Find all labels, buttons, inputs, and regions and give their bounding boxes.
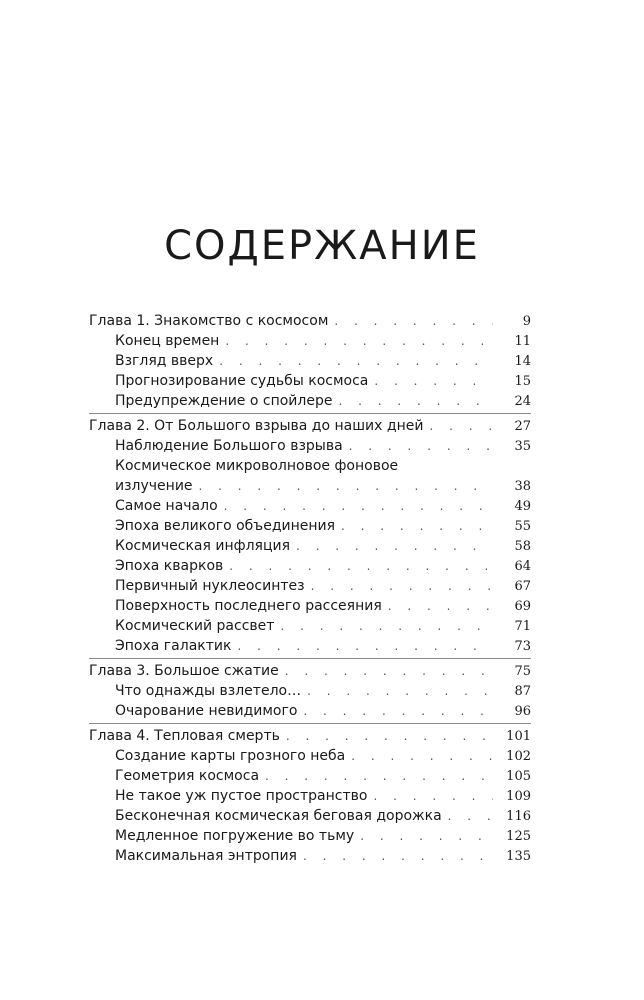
section-entry[interactable] [89, 556, 531, 576]
leader-dots [280, 616, 493, 636]
page-title: СОДЕРЖАНИЕ [164, 223, 480, 269]
page-number: 135 [506, 849, 531, 864]
page-number: 71 [514, 619, 531, 634]
chapter-entry-label: Глава 3. Большое сжатие [89, 663, 279, 679]
section-entry-label: Бесконечная космическая беговая дорожка [115, 808, 442, 824]
page-number: 38 [514, 479, 531, 494]
section-entry-label: Самое начало [115, 498, 218, 514]
section-entry-label: Медленное погружение во тьму [115, 828, 355, 844]
section-entry[interactable] [89, 846, 531, 866]
leader-dots [285, 661, 493, 681]
table-of-contents [89, 311, 531, 868]
section-entry[interactable] [89, 616, 531, 636]
leader-dots [229, 556, 493, 576]
page-number: 125 [506, 829, 531, 844]
section-entry-label: Первичный нуклеосинтез [115, 578, 305, 594]
leader-dots [219, 351, 493, 371]
page-number: 58 [514, 539, 531, 554]
leader-dots [265, 766, 493, 786]
chapter-entry-label: Глава 4. Тепловая смерть [89, 728, 280, 744]
page-number: 102 [506, 749, 531, 764]
page-number: 109 [506, 789, 531, 804]
chapter-entry[interactable] [89, 311, 531, 331]
section-entry-label: излучение [115, 478, 193, 494]
section-entry-label: Эпоха великого объединения [115, 518, 336, 534]
leader-dots [311, 576, 493, 596]
page-number: 35 [514, 439, 531, 454]
section-entry-label: Геометрия космоса [115, 768, 260, 784]
leader-dots [373, 786, 493, 806]
section-entry[interactable] [89, 536, 531, 556]
page-number: 87 [514, 684, 531, 699]
section-entry[interactable] [89, 701, 531, 721]
page-number: 55 [514, 519, 531, 534]
page-number: 75 [514, 664, 531, 679]
chapter-entry-label: Глава 2. От Большого взрыва до наших дней [89, 418, 424, 434]
section-entry[interactable] [89, 576, 531, 596]
section-entry-label: Взгляд вверх [115, 353, 214, 369]
section-entry[interactable] [89, 476, 531, 496]
section-entry[interactable] [89, 516, 531, 536]
page-number: 101 [506, 729, 531, 744]
page-number: 11 [514, 334, 531, 349]
section-entry[interactable] [89, 681, 531, 701]
section-entry[interactable] [89, 826, 531, 846]
page-number: 64 [514, 559, 531, 574]
chapter-block [89, 661, 531, 724]
chapter-entry[interactable] [89, 661, 531, 681]
leader-dots [448, 806, 493, 826]
leader-dots [307, 681, 493, 701]
page-number: 24 [514, 394, 531, 409]
section-entry-line: Космическое микроволновое фоновое [115, 458, 399, 474]
section-entry[interactable] [89, 786, 531, 806]
chapter-entry[interactable] [89, 416, 531, 436]
leader-dots [351, 746, 493, 766]
section-entry-label: Очарование невидимого [115, 703, 298, 719]
page-number: 14 [514, 354, 531, 369]
section-entry[interactable] [89, 351, 531, 371]
chapter-entry-label: Глава 1. Знакомство с космосом [89, 313, 329, 329]
page-number: 96 [514, 704, 531, 719]
page-number: 27 [514, 419, 531, 434]
section-entry[interactable] [89, 496, 531, 516]
section-entry-label: Максимальная энтропия [115, 848, 297, 864]
page-number: 49 [514, 499, 531, 514]
section-entry-label: Эпоха галактик [115, 638, 232, 654]
section-entry-label: Конец времен [115, 333, 220, 349]
section-entry[interactable] [89, 331, 531, 351]
section-entry-label: Прогнозирование судьбы космоса [115, 373, 369, 389]
leader-dots [349, 436, 493, 456]
page-number: 9 [522, 314, 531, 329]
leader-dots [224, 496, 493, 516]
section-entry-label: Наблюдение Большого взрыва [115, 438, 343, 454]
section-entry[interactable] [89, 636, 531, 656]
chapter-block [89, 416, 531, 659]
leader-dots [374, 371, 493, 391]
section-entry-label: Не такое уж пустое пространство [115, 788, 368, 804]
leader-dots [388, 596, 493, 616]
leader-dots [286, 726, 493, 746]
leader-dots [360, 826, 493, 846]
section-entry-label: Предупреждение о спойлере [115, 393, 333, 409]
section-entry[interactable] [89, 371, 531, 391]
section-entry-label: Эпоха кварков [115, 558, 224, 574]
leader-dots [225, 331, 493, 351]
section-entry[interactable] [89, 596, 531, 616]
page-number: 69 [514, 599, 531, 614]
leader-dots [334, 311, 493, 331]
leader-dots [429, 416, 493, 436]
section-entry-label: Космический рассвет [115, 618, 275, 634]
page-number: 73 [514, 639, 531, 654]
leader-dots [303, 701, 493, 721]
leader-dots [237, 636, 493, 656]
page-number: 116 [506, 809, 531, 824]
leader-dots [338, 391, 493, 411]
section-entry[interactable] [89, 391, 531, 411]
section-entry-label: Что однажды взлетело… [115, 683, 302, 699]
section-entry[interactable] [89, 436, 531, 456]
page-number: 105 [506, 769, 531, 784]
section-entry[interactable] [89, 806, 531, 826]
page-number: 67 [514, 579, 531, 594]
leader-dots [296, 536, 493, 556]
leader-dots [303, 846, 493, 866]
section-entry-label: Создание карты грозного неба [115, 748, 346, 764]
section-entry-label: Космическая инфляция [115, 538, 290, 554]
chapter-block [89, 726, 531, 868]
chapter-entry[interactable] [89, 726, 531, 746]
page-number: 15 [514, 374, 531, 389]
leader-dots [341, 516, 493, 536]
section-entry[interactable] [89, 766, 531, 786]
section-entry-label: Поверхность последнего рассеяния [115, 598, 382, 614]
chapter-block [89, 311, 531, 414]
leader-dots [199, 476, 493, 496]
section-entry[interactable] [89, 746, 531, 766]
